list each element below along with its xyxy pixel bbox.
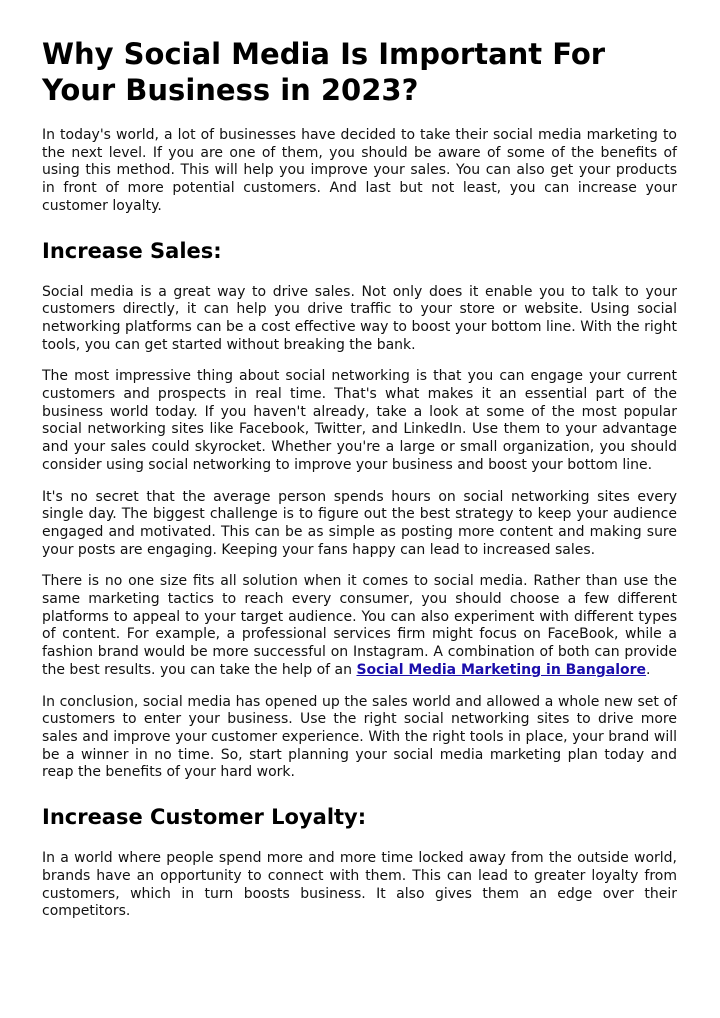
sales-paragraph-4-text: There is no one size fits all solution when it comes to social media. Rather than use the same marketing tactics to reach every consumer, you should choose a few different platforms to appeal to your target audience. You can also experiment with different types of content. For example, a professional services firm might focus on FaceBook, while a fashion brand would be more successful on Instagram. A combination of both can provide the best results. you can take the help of an bbox=[42, 573, 677, 678]
sales-paragraph-2: The most impressive thing about social networking is that you can engage your current customers and prospects in real time. That's what makes it an essential part of the business world today. If you haven't already, take a look at some of the most popular social networking sites like Facebook, Twitter, and LinkedIn. Use them to your advantage and your sales could skyrocket. Whether you're a large or small organization, you should consider using social networking to improve your business and boost your bottom line. bbox=[42, 368, 677, 473]
sales-paragraph-5: In conclusion, social media has opened up the sales world and allowed a whole new set of customers to enter your business. Use the right social networking sites to drive more sales and improve your customer experience. With the right tools in place, your brand will be a winner in no time. So, start planning your social media marketing plan today and reap the benefits of your hard work. bbox=[42, 693, 677, 781]
intro-paragraph: In today's world, a lot of businesses have decided to take their social media marketing to the next level. If you are one of them, you should be aware of some of the benefits of using this method. This will help you improve your sales. You can also get your products in front of more potential customers. And last but not least, you can increase your customer loyalty. bbox=[42, 127, 677, 214]
loyalty-paragraph-1: In a world where people spend more and more time locked away from the outside world, brands have an opportunity to connect with them. This can lead to greater loyalty from customers, which in turn boosts business. It also gives them an edge over their competitors. bbox=[42, 850, 677, 920]
sales-paragraph-4 bbox=[42, 573, 677, 679]
section-heading-increase-customer-loyalty: Increase Customer Loyalty: bbox=[42, 805, 367, 830]
social-media-marketing-link[interactable]: Social Media Marketing in Bangalore bbox=[356, 661, 647, 678]
sales-paragraph-3: It's no secret that the average person spends hours on social networking sites every single day. The biggest challenge is to figure out the best strategy to keep your audience engaged and motivated. This can be as simple as posting more content and making sure your posts are engaging. Keeping your fans happy can lead to increased sales. bbox=[42, 488, 677, 558]
sales-paragraph-4-end: . bbox=[646, 661, 651, 678]
sales-paragraph-1: Social media is a great way to drive sales. Not only does it enable you to talk to your customers directly, it can help you drive traffic to your store or website. Using social networking platforms can be a cost effective way to boost your bottom line. With the right tools, you can get started without breaking the bank. bbox=[42, 283, 677, 353]
section-heading-increase-sales: Increase Sales: bbox=[42, 238, 222, 263]
page-title: Why Social Media Is Important For Your Business in 2023? bbox=[42, 37, 606, 107]
